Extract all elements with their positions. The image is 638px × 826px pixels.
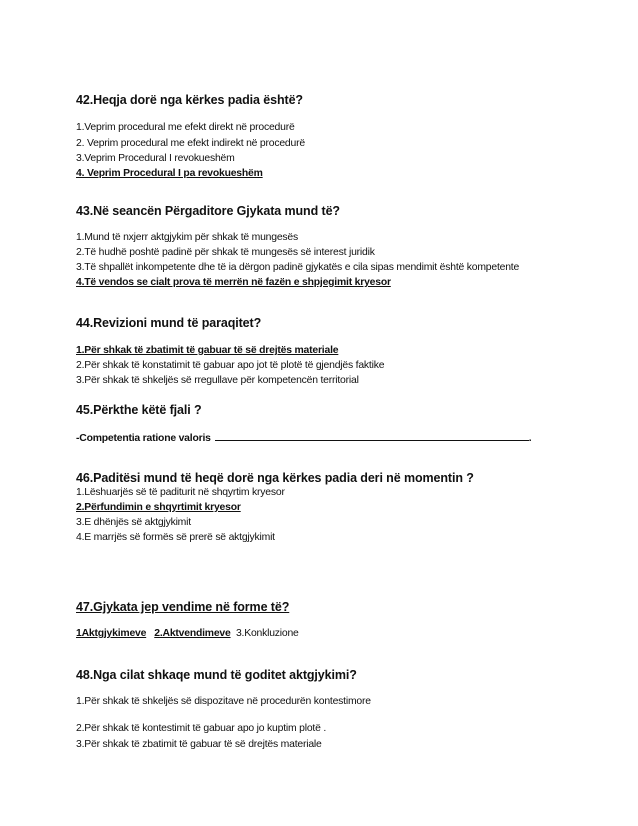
q43-option-3: 3.Të shpallët inkompetente dhe të ia dërgon padinë gjykatës e cila sipas mendimit është kompetente — [76, 262, 520, 273]
question-43-title: 43.Në seancën Përgaditore Gjykata mund të? — [76, 204, 340, 218]
question-44-title: 44.Revizioni mund të paraqitet? — [76, 316, 262, 330]
q45-end-period: . — [528, 433, 532, 444]
answer-blank-line — [215, 432, 529, 441]
q46-option-4: 4.E marrjës së formës së prerë së aktgjykimit — [76, 532, 275, 543]
q44-option-2: 2.Për shkak të konstatimit të gabuar apo jot të plotë të gjendjës faktike — [76, 360, 385, 371]
q48-option-2: 2.Për shkak të kontestimit të gabuar apo jo kuptim plotë . — [76, 723, 327, 734]
q45-phrase: -Competentia ratione valoris — [76, 433, 211, 444]
q42-option-3: 3.Veprim Procedural I revokueshëm — [76, 153, 235, 164]
question-46-title: 46.Paditësi mund të heqë dorë nga kërkes padia deri në momentin ? — [76, 471, 474, 485]
q45-fill-line — [76, 432, 531, 444]
q42-option-2: 2. Veprim procedural me efekt indirekt në procedurë — [76, 138, 305, 149]
q47-answer-2: 2.Aktvendimeve — [154, 628, 231, 639]
q46-option-2-answer: 2.Përfundimin e shqyrtimit kryesor — [76, 502, 241, 513]
q42-option-1: 1.Veprim procedural me efekt direkt në procedurë — [76, 122, 295, 133]
q48-option-1: 1.Për shkak të shkeljës së dispozitave në procedurën kontestimore — [76, 696, 371, 707]
q48-option-3: 3.Për shkak të zbatimit të gabuar të së drejtës materiale — [76, 739, 322, 750]
q46-option-3: 3.E dhënjës së aktgjykimit — [76, 517, 191, 528]
q46-option-1: 1.Lëshuarjës së të paditurit në shqyrtim kryesor — [76, 487, 285, 498]
q43-option-2: 2.Të hudhë poshtë padinë për shkak të mungesës së interest juridik — [76, 247, 375, 258]
q47-options — [76, 628, 299, 639]
question-48-title: 48.Nga cilat shkaqe mund të goditet aktgjykimi? — [76, 668, 357, 682]
question-47-title: 47.Gjykata jep vendime në forme të? — [76, 600, 290, 614]
q44-option-1-answer: 1.Për shkak të zbatimit të gabuar të së drejtës materiale — [76, 345, 339, 356]
q43-option-4-answer: 4.Të vendos se cialt prova të merrën në fazën e shpjegimit kryesor — [76, 277, 391, 288]
q43-option-1: 1.Mund të nxjerr aktgjykim për shkak të mungesës — [76, 232, 298, 243]
question-42-title: 42.Heqja dorë nga kërkes padia është? — [76, 93, 303, 107]
q42-option-4-answer: 4. Veprim Procedural I pa revokueshëm — [76, 168, 263, 179]
q47-option-3: 3.Konkluzione — [235, 628, 299, 639]
q47-answer-1: 1Aktgjykimeve — [76, 628, 147, 639]
q44-option-3: 3.Për shkak të shkeljës së rregullave për kompetencën territorial — [76, 375, 359, 386]
question-45-title: 45.Përkthe këtë fjali ? — [76, 403, 202, 417]
